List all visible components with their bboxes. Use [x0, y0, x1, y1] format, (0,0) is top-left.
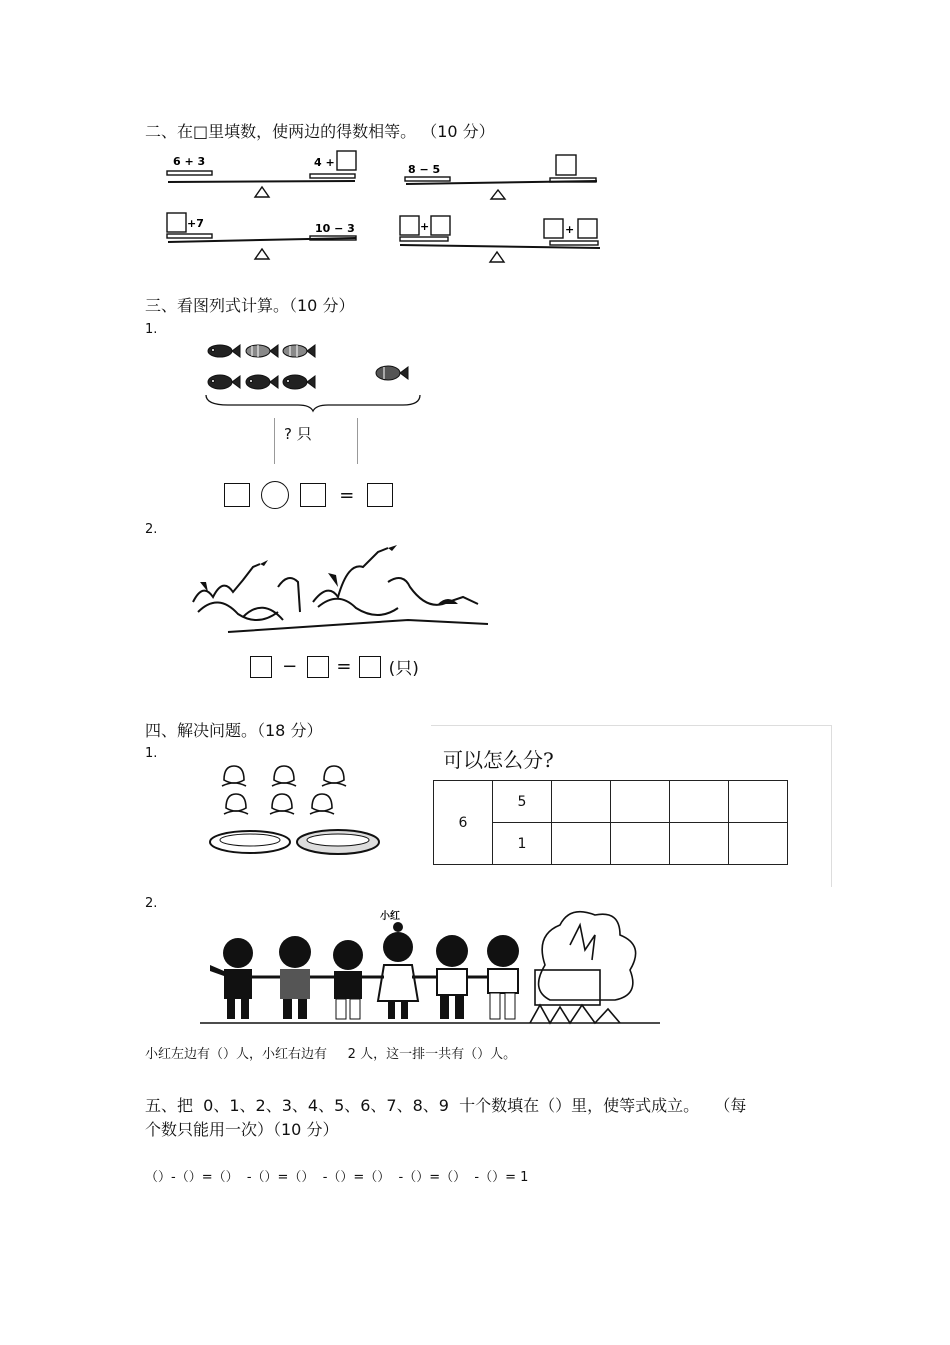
peach-icon	[222, 766, 246, 786]
child-figure-xiaohong	[378, 922, 418, 1019]
balance-3	[167, 213, 356, 259]
balance-4-blank-a	[400, 216, 419, 235]
balance-4-blank-b	[431, 216, 450, 235]
answer-box[interactable]	[250, 656, 272, 678]
q1-equation	[224, 481, 393, 509]
peach-icon	[322, 766, 346, 786]
balance-4	[400, 216, 600, 262]
section4-q2-number: 2.	[145, 896, 158, 911]
balance-1-blank	[337, 151, 356, 170]
geese-picture	[188, 542, 493, 642]
peach-icon	[224, 794, 248, 814]
balance-2-blank	[556, 155, 576, 175]
balance-4-right: +	[565, 223, 575, 236]
divider-right	[357, 418, 358, 464]
section2-heading: 二、在□里填数，使两边的得数相等。 （10 分）	[145, 122, 495, 141]
minus-sign: −	[282, 656, 298, 677]
peach-icon	[310, 794, 334, 814]
balance-4-blank-d	[578, 219, 597, 238]
balance-3-blank	[167, 213, 186, 232]
fish-icon	[283, 375, 315, 389]
q1-question: ? 只	[284, 425, 312, 443]
child-figure	[436, 935, 468, 1019]
total-cell: 6	[434, 781, 493, 865]
balance-1-left: 6 + 3	[173, 155, 206, 168]
balance-1	[167, 151, 356, 197]
fish-icon	[376, 366, 408, 380]
balance-2-left: 8 − 5	[408, 163, 441, 176]
answer-box[interactable]	[307, 656, 329, 678]
section5-heading-line2: 个数只能用一次）（10 分）	[145, 1120, 339, 1139]
split-cell-bottom[interactable]	[729, 823, 788, 865]
plate-right	[297, 830, 379, 854]
q2-equation	[250, 654, 419, 679]
section5-heading-line1: 五、把 0、1、2、3、4、5、6、7、8、9 十个数填在（）里，使等式成立。 （每	[145, 1096, 747, 1115]
balance-3-right: 10 − 3	[315, 222, 355, 235]
unit-label: (只)	[388, 659, 419, 679]
split-cell-top[interactable]: 5	[493, 781, 552, 823]
split-cell-top[interactable]	[670, 781, 729, 823]
child-figure	[487, 935, 519, 1019]
balance-1-right: 4 +	[314, 156, 335, 169]
bush-icon	[530, 912, 636, 1023]
divider-left	[274, 418, 275, 464]
children-picture	[200, 905, 660, 1027]
balance-3-left: +7	[187, 217, 204, 230]
child-figure	[210, 938, 253, 1019]
fish-picture	[198, 335, 428, 415]
fish-icon	[283, 345, 315, 357]
equals-sign: =	[336, 656, 352, 677]
split-cell-bottom[interactable]	[552, 823, 611, 865]
section3-q2-number: 2.	[145, 522, 158, 537]
split-table	[433, 780, 788, 865]
child-figure	[279, 936, 311, 1019]
balance-4-left: +	[420, 220, 430, 233]
split-cell-bottom[interactable]: 1	[493, 823, 552, 865]
fish-icon	[208, 345, 240, 357]
peach-icon	[270, 794, 294, 814]
balance-diagrams	[160, 145, 620, 270]
fish-icon	[208, 375, 240, 389]
peaches-picture	[208, 762, 383, 860]
equals-sign: =	[339, 484, 355, 506]
peach-icon	[272, 766, 296, 786]
split-cell-top[interactable]	[611, 781, 670, 823]
fish-icon	[246, 375, 278, 389]
fish-icon	[246, 345, 278, 357]
plate-left	[210, 831, 290, 853]
panel-title: 可以怎么分?	[443, 748, 554, 772]
split-cell-bottom[interactable]	[670, 823, 729, 865]
operator-circle[interactable]	[261, 481, 289, 509]
q2-question: 小红左边有（）人，小红右边有 2 人，这一排一共有（）人。	[145, 1047, 517, 1062]
balance-2	[405, 155, 597, 199]
section5-equation: （）-（）=（） -（）=（） -（）=（） -（）=（） -（）= 1	[145, 1170, 529, 1185]
section3-q1-number: 1.	[145, 322, 158, 337]
name-label: 小红	[380, 911, 400, 922]
split-cell-bottom[interactable]	[611, 823, 670, 865]
answer-box[interactable]	[300, 483, 326, 507]
answer-box[interactable]	[224, 483, 250, 507]
brace	[206, 395, 420, 411]
section4-heading: 四、解决问题。（18 分）	[145, 721, 323, 740]
balance-4-blank-c	[544, 219, 563, 238]
child-figure	[333, 940, 363, 1019]
split-cell-top[interactable]	[729, 781, 788, 823]
split-cell-top[interactable]	[552, 781, 611, 823]
answer-box[interactable]	[367, 483, 393, 507]
section4-q1-number: 1.	[145, 746, 158, 761]
answer-box[interactable]	[359, 656, 381, 678]
section3-heading: 三、看图列式计算。（10 分）	[145, 296, 355, 315]
